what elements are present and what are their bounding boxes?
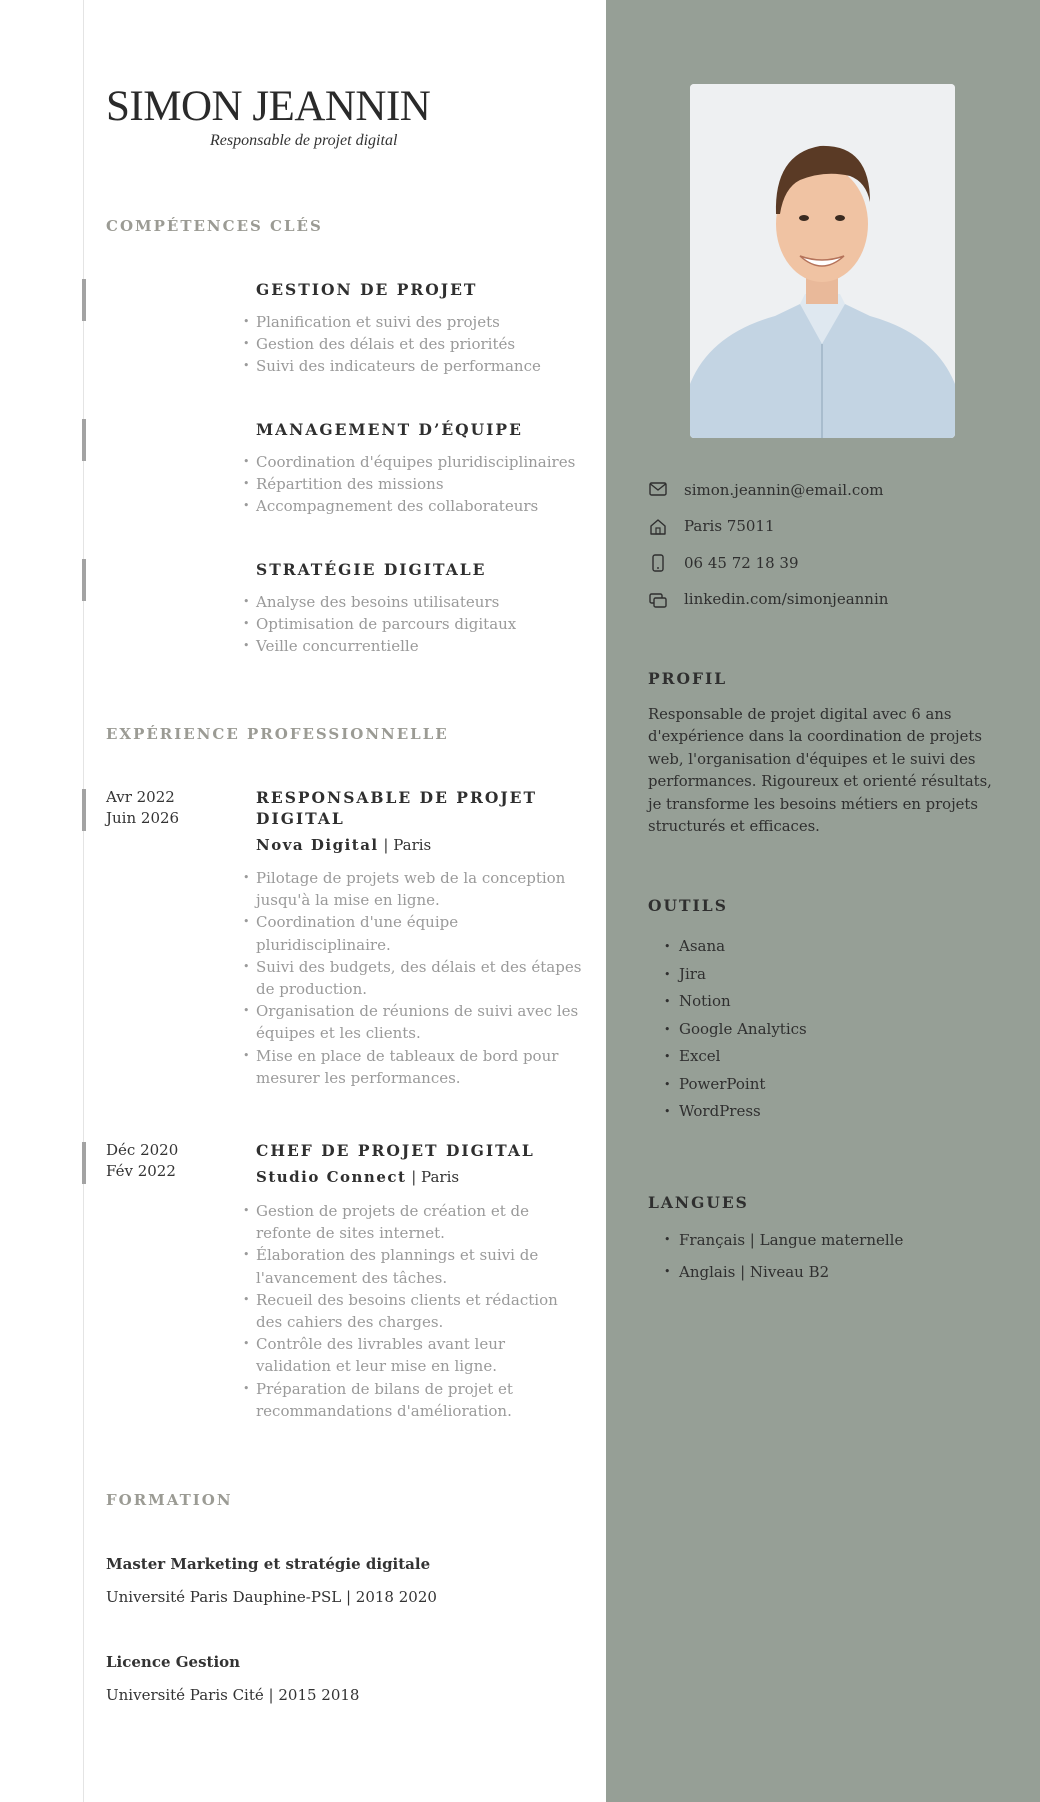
list-item: • Suivi des indicateurs de performance	[243, 355, 583, 377]
link-icon	[648, 590, 668, 610]
list-item: • Contrôle des livrables avant leur validation et leur mise en ligne.	[243, 1333, 583, 1377]
list-item: • Excel	[664, 1043, 807, 1071]
job-date-end: Juin 2026	[106, 809, 180, 827]
section-heading-formation: FORMATION	[106, 1491, 233, 1509]
tools-list	[664, 933, 807, 1126]
list-item: • Suivi des budgets, des délais et des étapes de production.	[243, 956, 583, 1000]
skill-list	[243, 451, 583, 518]
list-item: • Anglais | Niveau B2	[664, 1256, 903, 1288]
job-title-heading: RESPONSABLE DE PROJET DIGITAL	[256, 788, 538, 828]
list-item: • Google Analytics	[664, 1016, 807, 1044]
profile-summary: Responsable de projet digital avec 6 ans d'expérience dans la coordination de projets web, l'organisation d'équipes et le suivi des performances. Rigoureux et orienté résultats, je transforme les besoins métiers en projets structurés et efficaces.	[648, 706, 992, 836]
list-item: • Mise en place de tableaux de bord pour mesurer les performances.	[243, 1045, 583, 1089]
list-item: • Optimisation de parcours digitaux	[243, 613, 583, 635]
divider-line	[83, 0, 84, 1802]
job-tasks	[243, 867, 583, 1089]
list-item: • Organisation de réunions de suivi avec les équipes et les clients.	[243, 1000, 583, 1044]
education-degree: Licence Gestion	[106, 1653, 241, 1671]
profile-photo	[690, 84, 955, 438]
list-item: • Notion	[664, 988, 807, 1016]
skill-group-title: GESTION DE PROJET	[256, 280, 478, 299]
list-item: • Gestion de projets de création et de refonte de sites internet.	[243, 1200, 583, 1244]
job-tasks	[243, 1200, 583, 1422]
list-item: • Jira	[664, 961, 807, 989]
company-location: | Paris	[383, 836, 432, 854]
languages-list	[664, 1224, 903, 1288]
list-item: • Français | Langue maternelle	[664, 1224, 903, 1256]
education-school: Université Paris Cité | 2015 2018	[106, 1686, 360, 1704]
list-item: • Coordination d'une équipe pluridisciplinaire.	[243, 911, 583, 955]
candidate-name: SIMON JEANNIN	[106, 83, 431, 130]
mail-icon	[648, 479, 668, 499]
list-item: • Coordination d'équipes pluridisciplinaires	[243, 451, 583, 473]
section-marker	[82, 789, 86, 831]
skill-group-title: STRATÉGIE DIGITALE	[256, 560, 487, 579]
home-icon	[648, 517, 668, 537]
phone-icon	[648, 553, 668, 573]
job-title-heading: CHEF DE PROJET DIGITAL	[256, 1141, 535, 1160]
profile-photo-illustration	[690, 84, 955, 438]
contact-address: Paris 75011	[684, 517, 775, 535]
section-heading-langues: LANGUES	[648, 1193, 749, 1212]
list-item: • Accompagnement des collaborateurs	[243, 495, 583, 517]
list-item: • Répartition des missions	[243, 473, 583, 495]
list-item: • Gestion des délais et des priorités	[243, 333, 583, 355]
job-date-end: Fév 2022	[106, 1162, 176, 1180]
contact-email[interactable]: simon.jeannin@email.com	[684, 481, 884, 499]
job-date-start: Avr 2022	[106, 788, 175, 806]
education-degree: Master Marketing et stratégie digitale	[106, 1555, 431, 1573]
list-item: • Veille concurrentielle	[243, 635, 583, 657]
company-name: Studio Connect	[256, 1168, 407, 1186]
job-title: Responsable de projet digital	[210, 132, 398, 149]
section-marker	[82, 279, 86, 321]
list-item: • Recueil des besoins clients et rédaction des cahiers des charges.	[243, 1289, 583, 1333]
list-item: • PowerPoint	[664, 1071, 807, 1099]
list-item: • Élaboration des plannings et suivi de l'avancement des tâches.	[243, 1244, 583, 1288]
contact-phone[interactable]: 06 45 72 18 39	[684, 554, 799, 572]
section-marker	[82, 559, 86, 601]
section-heading-profil: PROFIL	[648, 669, 728, 688]
list-item: • Planification et suivi des projets	[243, 311, 583, 333]
education-school: Université Paris Dauphine-PSL | 2018 2020	[106, 1588, 437, 1606]
company-location: | Paris	[411, 1168, 460, 1186]
list-item: • Pilotage de projets web de la conception jusqu'à la mise en ligne.	[243, 867, 583, 911]
section-heading-experience: EXPÉRIENCE PROFESSIONNELLE	[106, 725, 449, 743]
section-heading-outils: OUTILS	[648, 896, 728, 915]
skill-list	[243, 591, 583, 658]
skill-group-title: MANAGEMENT D’ÉQUIPE	[256, 420, 523, 439]
company-name: Nova Digital	[256, 836, 379, 854]
list-item: • Asana	[664, 933, 807, 961]
job-company	[256, 836, 431, 854]
section-marker	[82, 419, 86, 461]
list-item: • WordPress	[664, 1098, 807, 1126]
list-item: • Préparation de bilans de projet et recommandations d'amélioration.	[243, 1378, 583, 1422]
contact-linkedin[interactable]: linkedin.com/simonjeannin	[684, 590, 889, 608]
section-heading-competences: COMPÉTENCES CLÉS	[106, 217, 323, 235]
list-item: • Analyse des besoins utilisateurs	[243, 591, 583, 613]
job-company	[256, 1168, 459, 1186]
skill-list	[243, 311, 583, 378]
section-marker	[82, 1142, 86, 1184]
job-date-start: Déc 2020	[106, 1141, 179, 1159]
